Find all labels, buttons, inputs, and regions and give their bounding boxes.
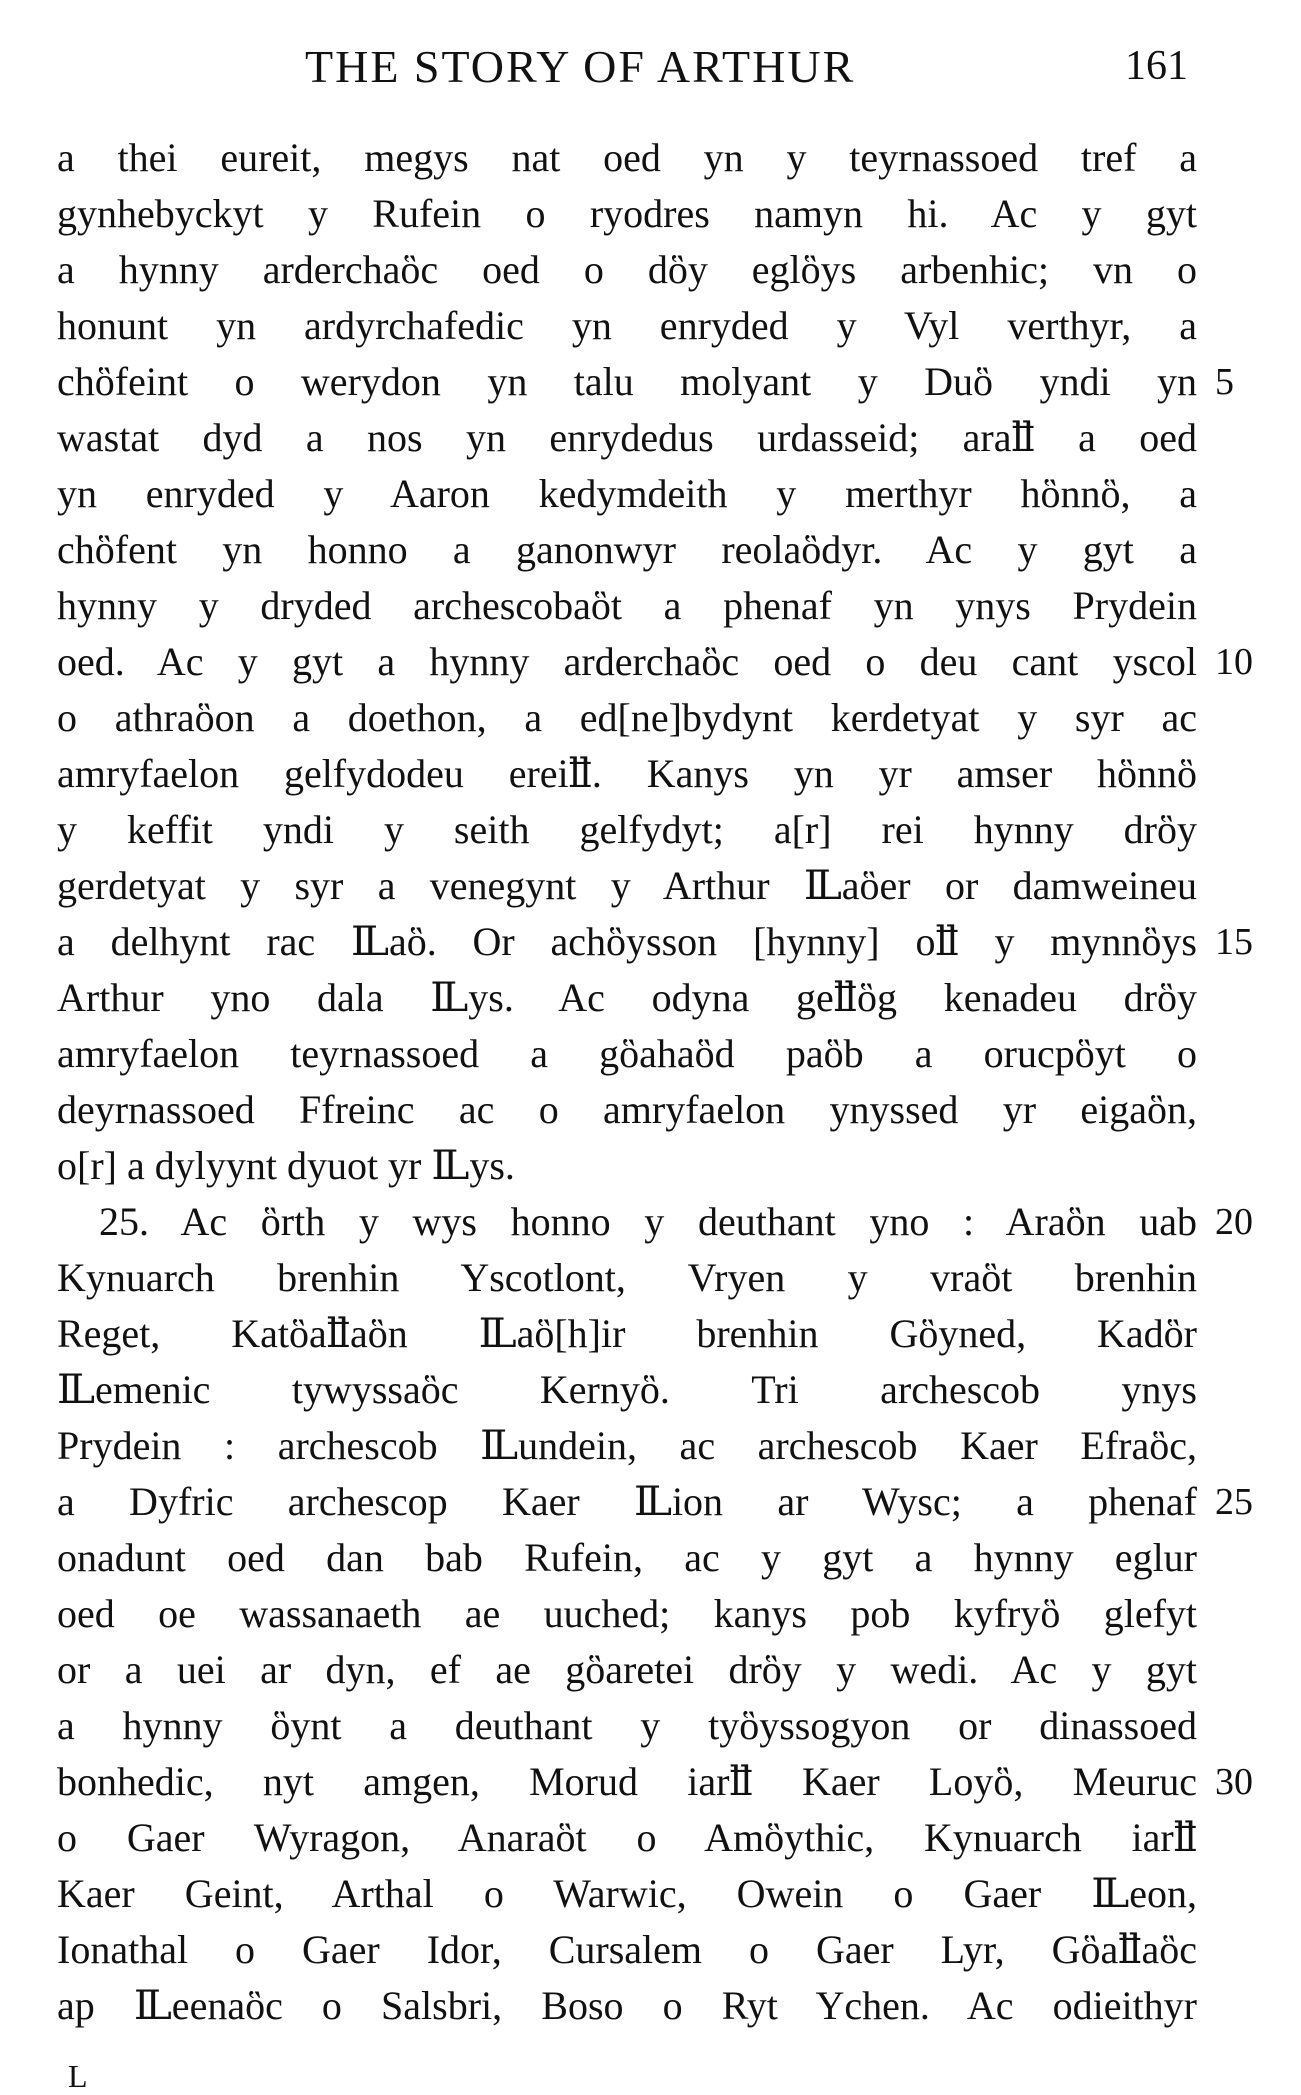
- text-line: [57, 1082, 1197, 1138]
- text-line: [57, 1474, 1253, 1530]
- line-text: amryfaelon teyrnassoed a gὃahaὃd paὃb a orucpὃyt o: [57, 1031, 1197, 1076]
- line-text: oed oe wassanaeth ae uuched; kanys pob kyfryὃ glefyt: [57, 1591, 1197, 1636]
- text-line: [57, 186, 1197, 242]
- line-text: Arthur yno dala Ỻys. Ac odyna geỻὃg kenadeu drὃy: [57, 975, 1197, 1020]
- line-number: 20: [1215, 1201, 1253, 1243]
- text-line: [57, 1250, 1197, 1306]
- line-text: o Gaer Wyragon, Anaraὃt o Amὃythic, Kynuarch iarỻ: [57, 1815, 1197, 1860]
- line-text: a hynny arderchaὃc oed o dὃy eglὃys arbenhic; vn o: [57, 247, 1197, 292]
- line-text: Prydein : archescob Ỻundein, ac archescob Kaer Efraὃc,: [57, 1423, 1197, 1468]
- text-line: [57, 1754, 1253, 1810]
- text-line: [57, 970, 1197, 1026]
- line-text: yn enryded y Aaron kedymdeith y merthyr hὃnnὃ, a: [57, 471, 1197, 516]
- line-text: deyrnassoed Ffreinc ac o amryfaelon ynyssed yr eigaὃn,: [57, 1087, 1197, 1132]
- line-number: 10: [1215, 641, 1253, 683]
- text-line: [57, 130, 1197, 186]
- text-line: [57, 1306, 1197, 1362]
- line-text: y keffit yndi y seith gelfydyt; a[r] rei hynny drὃy: [57, 807, 1197, 852]
- text-line: [57, 1362, 1197, 1418]
- line-text: ap Ỻeenaὃc o Salsbri, Boso o Ryt Ychen. Ac odieithyr: [57, 1983, 1197, 2028]
- text-line: [57, 914, 1253, 970]
- text-line: [57, 858, 1197, 914]
- line-text: a delhynt rac Ỻaὃ. Or achὃysson [hynny] oỻ y mynnὃys: [57, 919, 1197, 964]
- text-line: [57, 1586, 1197, 1642]
- text-line: [57, 466, 1197, 522]
- line-number: 30: [1215, 1761, 1253, 1803]
- line-text: onadunt oed dan bab Rufein, ac y gyt a hynny eglur: [57, 1535, 1197, 1580]
- line-text: gynhebyckyt y Rufein o ryodres namyn hi. Ac y gyt: [57, 191, 1197, 236]
- line-text: o[r] a dylyynt dyuot yr Ỻys.: [57, 1143, 515, 1188]
- line-text: wastat dyd a nos yn enrydedus urdasseid; araỻ a oed: [57, 415, 1197, 460]
- text-line: [57, 1698, 1197, 1754]
- line-text: bonhedic, nyt amgen, Morud iarỻ Kaer Loyὃ, Meuruc: [57, 1759, 1197, 1804]
- running-title: THE STORY OF ARTHUR: [305, 41, 856, 92]
- line-text: hynny y dryded archescobaὃt a phenaf yn ynys Prydein: [57, 583, 1197, 628]
- line-number: 25: [1215, 1481, 1253, 1523]
- text-line: [57, 242, 1197, 298]
- line-text: amryfaelon gelfydodeu ereiỻ. Kanys yn yr amser hὃnnὃ: [57, 751, 1197, 796]
- line-text: Kaer Geint, Arthal o Warwic, Owein o Gaer Ỻeon,: [57, 1871, 1197, 1916]
- text-line: [57, 1978, 1197, 2034]
- text-line: [57, 634, 1253, 690]
- line-text: 25. Ac ὃrth y wys honno y deuthant yno : Araὃn uab: [99, 1199, 1197, 1244]
- line-text: oed. Ac y gyt a hynny arderchaὃc oed o deu cant yscol: [57, 639, 1197, 684]
- line-number: 5: [1215, 361, 1234, 403]
- text-line: [57, 1866, 1197, 1922]
- line-text: chὃfeint o werydon yn talu molyant y Duὃ yndi yn: [57, 359, 1197, 404]
- line-text: honunt yn ardyrchafedic yn enryded y Vyl verthyr, a: [57, 303, 1197, 348]
- line-text: chὃfent yn honno a ganonwyr reolaὃdyr. Ac y gyt a: [57, 527, 1197, 572]
- text-line: [57, 690, 1197, 746]
- text-line: [57, 1530, 1197, 1586]
- text-line: [57, 578, 1197, 634]
- text-line: [57, 410, 1197, 466]
- text-line: [57, 1194, 1253, 1250]
- page-number: 161: [1125, 43, 1188, 89]
- text-line: [57, 1026, 1197, 1082]
- line-text: Ionathal o Gaer Idor, Cursalem o Gaer Lyr, Gὃaỻaὃc: [57, 1927, 1197, 1972]
- text-line: [57, 298, 1197, 354]
- line-text: a thei eureit, megys nat oed yn y teyrnassoed tref a: [57, 135, 1197, 180]
- text-line: [57, 1922, 1197, 1978]
- line-text: gerdetyat y syr a venegynt y Arthur Ỻaὃer or damweineu: [57, 863, 1197, 908]
- page-header: [0, 40, 1301, 100]
- line-text: o athraὃon a doethon, a ed[ne]bydynt kerdetyat y syr ac: [57, 695, 1197, 740]
- text-line: [57, 354, 1234, 410]
- line-text: Kynuarch brenhin Yscotlont, Vryen y vraὃt brenhin: [57, 1255, 1197, 1300]
- line-text: a hynny ὃynt a deuthant y tyὃyssogyon or dinassoed: [57, 1703, 1197, 1748]
- text-line: [57, 746, 1197, 802]
- line-text: or a uei ar dyn, ef ae gὃaretei drὃy y wedi. Ac y gyt: [57, 1647, 1197, 1692]
- signature-mark: L: [68, 2058, 88, 2094]
- text-line: [57, 802, 1197, 858]
- line-text: Reget, Katὃaỻaὃn Ỻaὃ[h]ir brenhin Gὃyned, Kadὃr: [57, 1311, 1197, 1356]
- text-line: [57, 1642, 1197, 1698]
- line-number: 15: [1215, 921, 1253, 963]
- line-text: a Dyfric archescop Kaer Ỻion ar Wysc; a phenaf: [57, 1479, 1197, 1524]
- text-line: [57, 522, 1197, 578]
- body-text: [57, 130, 1253, 2034]
- text-line: [57, 1418, 1197, 1474]
- text-line: [57, 1810, 1197, 1866]
- text-line: [57, 1138, 1197, 1194]
- line-text: Ỻemenic tywyssaὃc Kernyὃ. Tri archescob ynys: [57, 1367, 1197, 1412]
